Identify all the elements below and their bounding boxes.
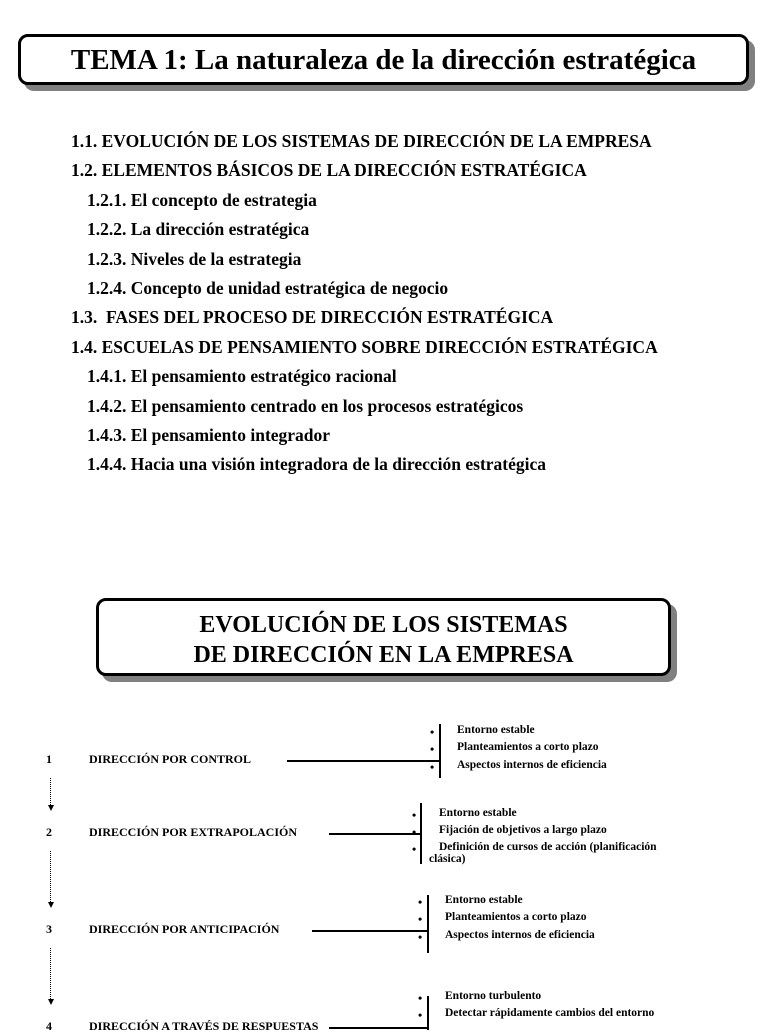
step-label: DIRECCIÓN A TRAVÉS DE RESPUESTAS (89, 1019, 319, 1033)
toc-subitem: 1.2.1. El concepto de estrategia (87, 189, 317, 210)
bullet-item: Entorno estable (445, 894, 523, 906)
bullet-icon: • (412, 808, 417, 822)
connector-line (329, 833, 420, 835)
bullet-item: Entorno turbulento (445, 990, 542, 1002)
step-number: 1 (46, 752, 52, 766)
toc-subitem: 1.2.4. Concepto de unidad estratégica de negocio (87, 277, 449, 298)
toc-subitem: 1.4.3. El pensamiento integrador (87, 424, 331, 445)
bullet-item: Entorno estable (439, 807, 517, 819)
bullet-icon: • (430, 742, 435, 756)
toc-subitem: 1.2.3. Niveles de la estrategia (87, 248, 302, 269)
bracket-line (427, 996, 429, 1030)
bracket-line (439, 724, 441, 778)
bracket-line (427, 895, 429, 953)
bullet-icon: • (412, 825, 417, 839)
step-label: DIRECCIÓN POR EXTRAPOLACIÓN (89, 825, 298, 839)
bullet-item: Fijación de objetivos a largo plazo (439, 824, 607, 836)
toc-subitem: 1.4.4. Hacia una visión integradora de la dirección estratégica (87, 454, 547, 475)
flow-arrow-line (50, 778, 51, 805)
toc-subitem: 1.4.1. El pensamiento estratégico racional (87, 366, 397, 387)
bullet-icon: • (418, 930, 423, 944)
bullet-icon: • (418, 895, 423, 909)
bullet-icon: • (418, 912, 423, 926)
section-title-line: DE DIRECCIÓN EN LA EMPRESA (193, 642, 574, 668)
connector-line (312, 930, 427, 932)
toc-subitem: 1.4.2. El pensamiento centrado en los procesos estratégicos (87, 395, 524, 416)
bracket-line (420, 803, 422, 864)
table-of-contents (0, 127, 768, 480)
bullet-icon: • (430, 760, 435, 774)
flow-arrow-line (50, 948, 51, 999)
bullet-item: clásica) (429, 853, 466, 865)
step-number: 2 (46, 825, 52, 839)
toc-item: 1.3. FASES DEL PROCESO DE DIRECCIÓN ESTRATÉGICA (71, 307, 554, 328)
bullet-item: Planteamientos a corto plazo (457, 741, 599, 753)
bullet-item: Aspectos internos de eficiencia (445, 929, 595, 941)
step-label: DIRECCIÓN POR ANTICIPACIÓN (89, 922, 280, 936)
toc-item: 1.2. ELEMENTOS BÁSICOS DE LA DIRECCIÓN ESTRATÉGICA (71, 160, 587, 181)
section-title (96, 598, 671, 676)
page-title: TEMA 1: La naturaleza de la dirección estratégica (18, 34, 749, 85)
arrow-down-icon (48, 902, 54, 908)
connector-line (329, 1027, 427, 1029)
toc-subitem: 1.2.2. La dirección estratégica (87, 219, 310, 240)
step-number: 4 (46, 1019, 52, 1033)
bullet-item: Definición de cursos de acción (planificación (439, 841, 657, 853)
toc-item: 1.1. EVOLUCIÓN DE LOS SISTEMAS DE DIRECCIÓN DE LA EMPRESA (71, 131, 652, 151)
bullet-icon: • (418, 991, 423, 1005)
arrow-down-icon (48, 805, 54, 811)
section-title-line: EVOLUCIÓN DE LOS SISTEMAS (199, 612, 568, 638)
bullet-item: Entorno estable (457, 724, 535, 736)
bullet-item: Aspectos internos de eficiencia (457, 759, 607, 771)
step-label: DIRECCIÓN POR CONTROL (89, 752, 252, 766)
step-number: 3 (46, 922, 52, 936)
bullet-icon: • (418, 1008, 423, 1022)
bullet-icon: • (430, 725, 435, 739)
toc-item: 1.4. ESCUELAS DE PENSAMIENTO SOBRE DIRECCIÓN ESTRATÉGICA (71, 336, 658, 357)
arrow-down-icon (48, 999, 54, 1005)
bullet-item: Detectar rápidamente cambios del entorno (445, 1007, 655, 1019)
bullet-icon: • (412, 842, 417, 856)
bullet-item: Planteamientos a corto plazo (445, 911, 587, 923)
flow-arrow-line (50, 851, 51, 902)
connector-line (287, 760, 439, 762)
